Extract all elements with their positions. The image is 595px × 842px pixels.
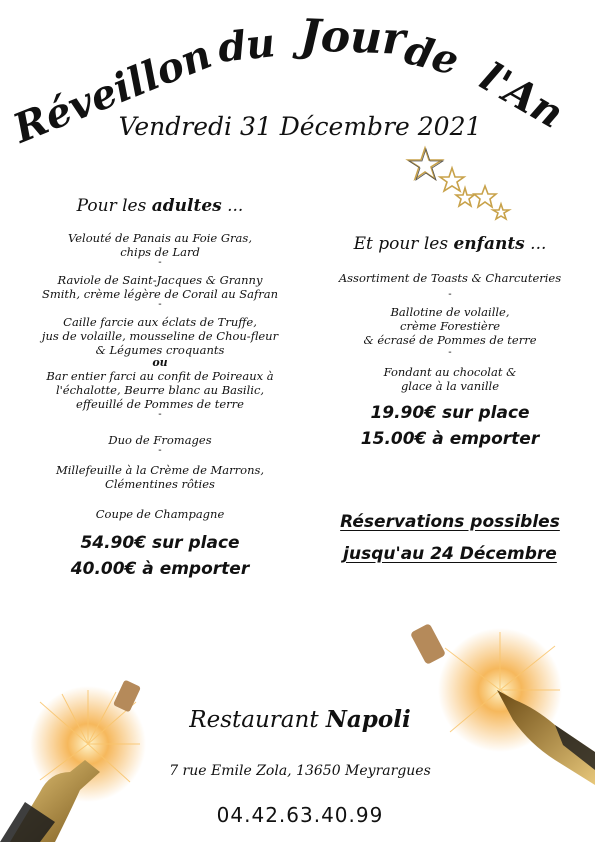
restaurant-prefix: Restaurant (189, 707, 319, 733)
restaurant-address: 7 rue Emile Zola, 13650 Meyrargues (169, 763, 431, 779)
separator: - (158, 257, 162, 268)
adults-heading-suffix: ... (227, 196, 244, 216)
adults-heading-prefix: Pour les (76, 196, 147, 216)
kids-price-onsite: 19.90€ sur place (370, 403, 530, 423)
or-label: ou (152, 356, 168, 369)
kids-heading-suffix: ... (530, 234, 547, 254)
stars-decoration (400, 140, 520, 230)
adults-price-takeaway: 40.00€ à emporter (70, 559, 250, 579)
title-word-4: de (400, 26, 464, 85)
title-word-1: Réveillon (6, 30, 218, 153)
champagne-bottle-left-illustration (0, 672, 170, 842)
kids-heading-prefix: Et pour les (353, 234, 449, 254)
kids-dish-2: Ballotine de volaille, crème Forestière & écrasé de Pommes de terre (363, 305, 537, 347)
event-date: Vendredi 31 Décembre 2021 (118, 112, 482, 141)
star-icon (493, 204, 509, 219)
menu-dish-5: Duo de Fromages (108, 433, 212, 447)
kids-heading (305, 234, 595, 254)
title-word-3: Jour (299, 10, 407, 65)
menu-dish-3: Caille farcie aux éclats de Truffe, jus de volaille, mousseline de Chou-fleur & Légumes croquants (41, 315, 279, 357)
adults-heading-bold: adultes (151, 196, 222, 216)
reservation-line-2: jusqu'au 24 Décembre (343, 544, 557, 564)
menu-dish-1: Velouté de Panais au Foie Gras, chips de Lard (68, 231, 252, 259)
separator: - (158, 409, 162, 420)
kids-dish-1: Assortiment de Toasts & Charcuteries (338, 271, 562, 285)
restaurant-name (100, 706, 500, 733)
kids-price-takeaway: 15.00€ à emporter (360, 429, 540, 449)
title-word-5: l'An (472, 53, 572, 138)
menu-dish-2: Raviole de Saint-Jacques & Granny Smith, crème légère de Corail au Safran (41, 273, 279, 301)
separator: - (158, 445, 162, 456)
menu-dish-6: Millefeuille à la Crème de Marrons, Clémentines rôties (55, 463, 265, 491)
separator: - (448, 289, 452, 300)
kids-menu (305, 271, 595, 449)
restaurant-phone: 04.42.63.40.99 (216, 803, 384, 827)
star-icon (440, 168, 464, 191)
separator: - (158, 299, 162, 310)
star-icon (474, 186, 496, 207)
adults-price-onsite: 54.90€ sur place (80, 533, 240, 553)
adults-heading (10, 196, 310, 216)
reservation (305, 512, 595, 564)
title-word-2: du (215, 19, 278, 72)
adults-menu (10, 231, 310, 579)
menu-dish-4: Bar entier farci au confit de Poireaux à l'échalotte, Beurre blanc au Basilic, effeuillé de Pommes de terre (46, 369, 274, 411)
kids-dish-3: Fondant au chocolat & glace à la vanille (383, 365, 517, 393)
kids-heading-bold: enfants (453, 234, 525, 254)
restaurant-brand: Napoli (325, 706, 411, 733)
champagne: Coupe de Champagne (95, 507, 225, 521)
reservation-line-1: Réservations possibles (340, 512, 560, 532)
separator: - (448, 347, 452, 358)
